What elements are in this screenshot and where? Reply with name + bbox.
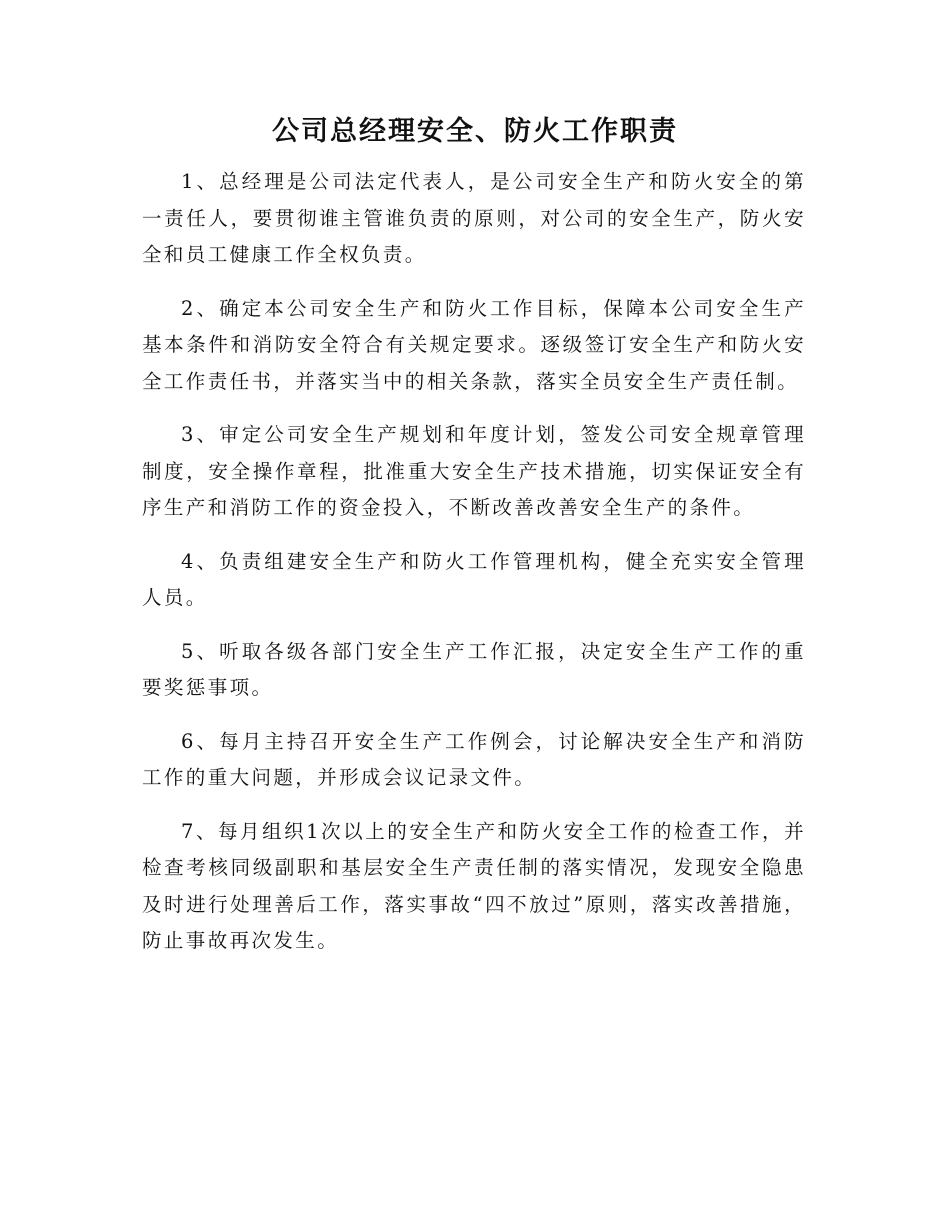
paragraph-3: 3、审定公司安全生产规划和年度计划，签发公司安全规章管理制度，安全操作章程，批准重大安全生产技术措施，切实保证安全有序生产和消防工作的资金投入，不断改善改善安全生产的条件。 (142, 423, 806, 519)
paragraph-6: 6、每月主持召开安全生产工作例会，讨论解决安全生产和消防工作的重大问题，并形成会议记录文件。 (142, 729, 806, 789)
paragraph-1: 1、总经理是公司法定代表人，是公司安全生产和防火安全的第一责任人，要贯彻谁主管谁负责的原则，对公司的安全生产，防火安全和员工健康工作全权负责。 (142, 170, 806, 266)
paragraph-4: 4、负责组建安全生产和防火工作管理机构，健全充实安全管理人员。 (142, 549, 806, 609)
paragraph-2: 2、确定本公司安全生产和防火工作目标，保障本公司安全生产基本条件和消防安全符合有关规定要求。逐级签订安全生产和防火安全工作责任书，并落实当中的相关条款，落实全员安全生产责任制。 (142, 296, 806, 393)
paragraph-7: 7、每月组织1次以上的安全生产和防火安全工作的检查工作，并检查考核同级副职和基层安全生产责任制的落实情况，发现安全隐患及时进行处理善后工作，落实事故“四不放过”原则，落实改善措施，防止事故再次发生。 (142, 819, 806, 952)
document-body (142, 164, 806, 977)
paragraph-5: 5、听取各级各部门安全生产工作汇报，决定安全生产工作的重要奖惩事项。 (142, 639, 806, 699)
document-title: 公司总经理安全、防火工作职责 (272, 116, 678, 147)
